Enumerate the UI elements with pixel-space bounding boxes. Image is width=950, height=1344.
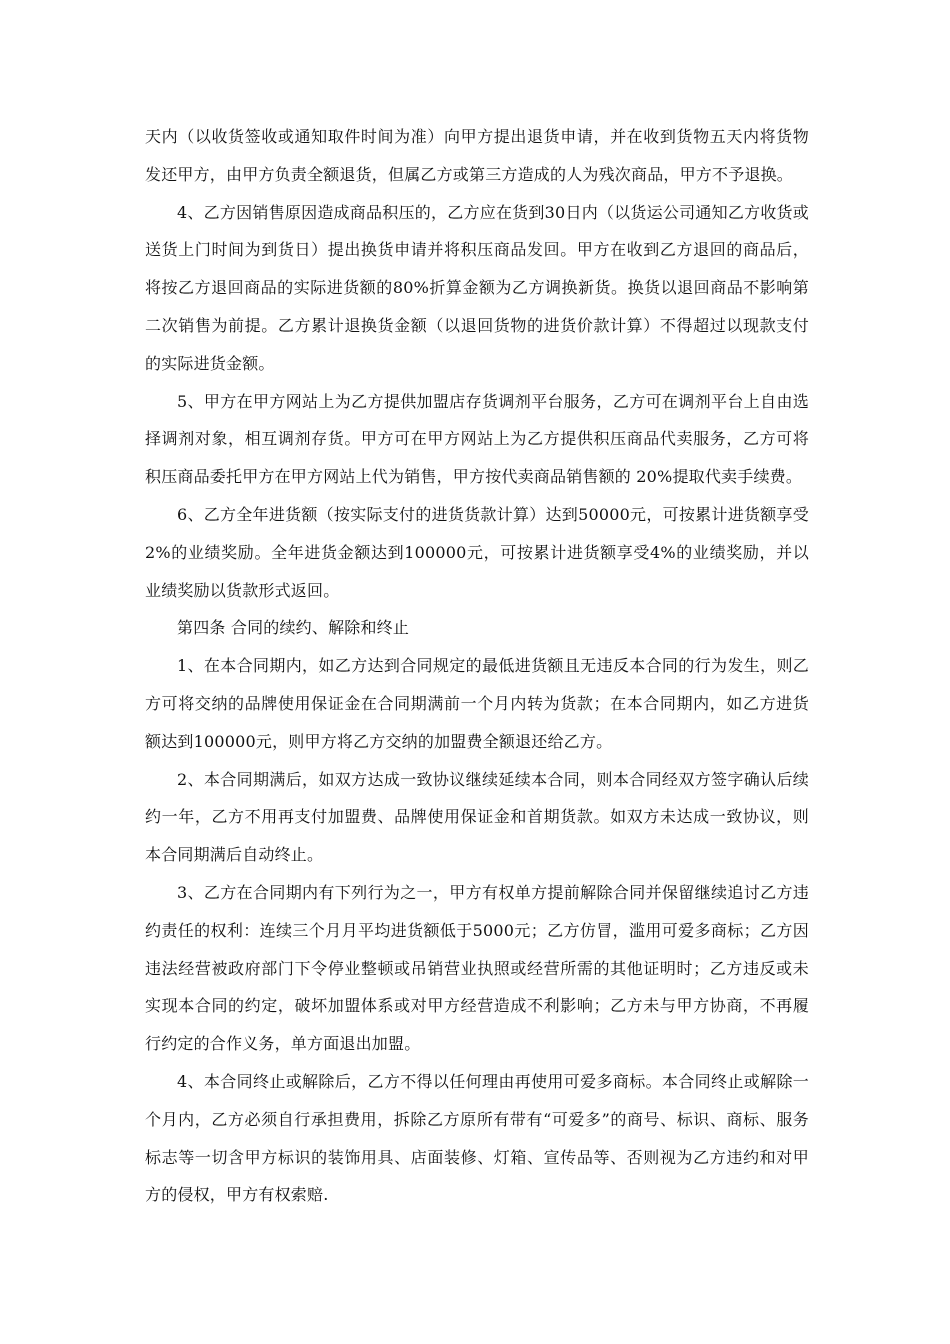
paragraph-renewal-2: 2、本合同期满后，如双方达成一致协议继续延续本合同，则本合同经双方签字确认后续约一年，乙方不用再支付加盟费、品牌使用保证金和首期货款。如双方未达成一致协议，则本合同期满后自动终止。: [145, 769, 809, 865]
paragraph-clause-4-exchange: 4、乙方因销售原因造成商品积压的，乙方应在货到30日内（以货运公司通知乙方收货或送货上门时间为到货日）提出换货申请并将积压商品发回。甲方在收到乙方退回的商品后，将按乙方退回商品的实际进货额的80%折算金额为乙方调换新货。换货以退回商品不影响第二次销售为前提。乙方累计退换货金额（以退回货物的进货价款计算）不得超过以现款支付的实际进货金额。: [145, 202, 809, 373]
paragraph-clause-6-bonus: 6、乙方全年进货额（按实际支付的进货货款计算）达到50000元，可按累计进货额享受2%的业绩奖励。全年进货金额达到100000元，可按累计进货额享受4%的业绩奖励，并以业绩奖励以货款形式返回。: [145, 504, 809, 600]
paragraph-termination-3: 3、乙方在合同期内有下列行为之一，甲方有权单方提前解除合同并保留继续追讨乙方违约责任的权利：连续三个月月平均进货额低于5000元；乙方仿冒，滥用可爱多商标；乙方因违法经营被政府部门下令停业整顿或吊销营业执照或经营所需的其他证明时；乙方违反或未实现本合同的约定，破坏加盟体系或对甲方经营造成不利影响；乙方未与甲方协商，不再履行约定的合作义务，单方面退出加盟。: [145, 882, 809, 1054]
document-body: [145, 118, 809, 1214]
paragraph-clause-5-platform: 5、甲方在甲方网站上为乙方提供加盟店存货调剂平台服务，乙方可在调剂平台上自由选择调剂对象，相互调剂存货。甲方可在甲方网站上为乙方提供积压商品代卖服务，乙方可将积压商品委托甲方在甲方网站上代为销售，甲方按代卖商品销售额的 20%提取代卖手续费。: [145, 391, 809, 487]
paragraph-renewal-1: 1、在本合同期内，如乙方达到合同规定的最低进货额且无违反本合同的行为发生，则乙方可将交纳的品牌使用保证金在合同期满前一个月内转为货款；在本合同期内，如乙方进货额达到100000元，则甲方将乙方交纳的加盟费全额退还给乙方。: [145, 656, 809, 751]
section-heading-article-4: 第四条 合同的续约、解除和终止: [177, 618, 410, 638]
paragraph-return-continuation: 天内（以收货签收或通知取件时间为准）向甲方提出退货申请，并在收到货物五天内将货物发还甲方，由甲方负责全额退货，但属乙方或第三方造成的人为残次商品，甲方不予退换。: [145, 127, 809, 184]
paragraph-termination-4: 4、本合同终止或解除后，乙方不得以任何理由再使用可爱多商标。本合同终止或解除一个月内，乙方必须自行承担费用，拆除乙方原所有带有“可爱多”的商号、标识、商标、服务标志等一切含甲方标识的装饰用具、店面装修、灯箱、宣传品等、否则视为乙方违约和对甲方的侵权，甲方有权索赔.: [145, 1071, 809, 1205]
